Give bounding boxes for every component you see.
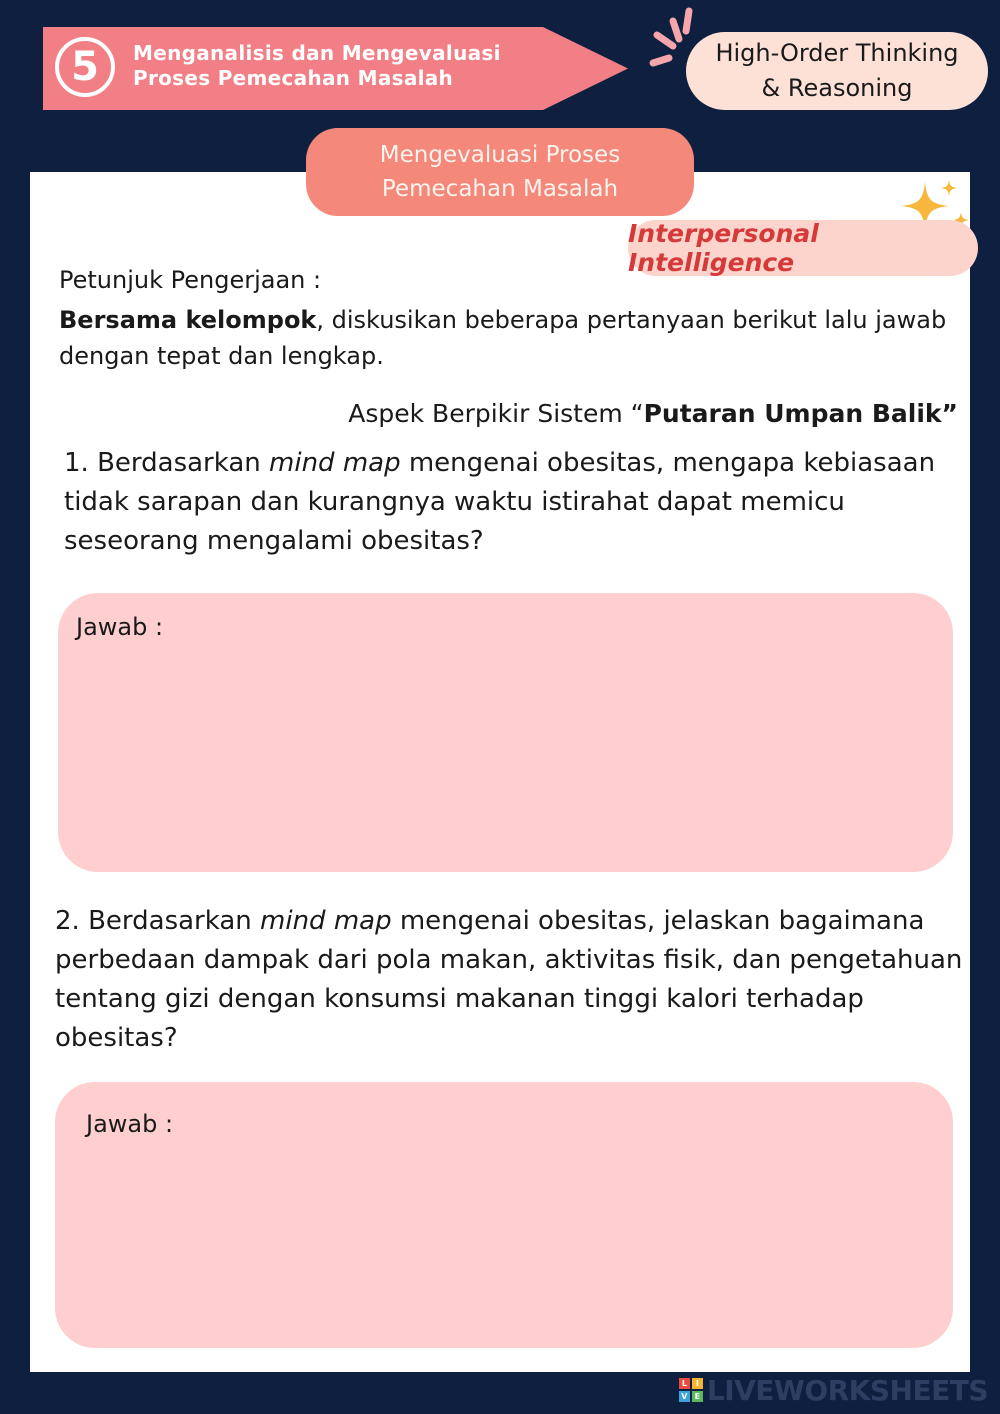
- subtitle-line1: Mengevaluasi Proses: [379, 142, 621, 168]
- question-1-italic: mind map: [269, 448, 401, 478]
- logo-grid-icon: [679, 1378, 703, 1402]
- liveworksheets-logo[interactable]: [679, 1374, 988, 1406]
- answer-label-2: Jawab :: [86, 1110, 174, 1138]
- question-2: [55, 902, 965, 1058]
- header-banner: [43, 27, 628, 110]
- step-number-badge: 5: [55, 37, 115, 97]
- logo-letter-l: L: [679, 1378, 690, 1389]
- aspect-prefix: Aspek Berpikir Sistem “: [348, 399, 644, 428]
- answer-input-1[interactable]: [80, 650, 934, 854]
- question-2-text-rest: mengenai obesitas, jelaskan bagaimana perbedaan dampak dari pola makan, aktivitas fisik, dan pengetahuan tentang gizi dengan konsumsi makanan tinggi kalori terhadap obesitas?: [55, 906, 963, 1053]
- hot-badge-line2: & Reasoning: [761, 74, 913, 102]
- subtitle-line2: Pemecahan Masalah: [381, 176, 619, 202]
- logo-letter-i: I: [692, 1378, 703, 1389]
- logo-letter-e: E: [692, 1391, 703, 1402]
- header-title: [133, 41, 533, 91]
- instructions-rest: , diskusikan beberapa pertanyaan berikut lalu jawab dengan tepat dan lengkap.: [59, 306, 947, 370]
- aspect-heading: [348, 396, 958, 432]
- header-title-line1: Menganalisis dan Mengevaluasi: [133, 41, 501, 65]
- instructions-bold: Bersama kelompok: [59, 306, 317, 334]
- hot-badge-line1: High-Order Thinking: [715, 39, 959, 67]
- question-2-text: 2. Berdasarkan: [55, 906, 261, 936]
- subtitle-pill: [306, 128, 694, 216]
- instructions-title: Petunjuk Pengerjaan :: [59, 266, 322, 294]
- answer-input-2[interactable]: [86, 1148, 935, 1332]
- question-2-italic: mind map: [260, 906, 392, 936]
- header-title-line2: Proses Pemecahan Masalah: [133, 66, 454, 90]
- question-1-text: 1. Berdasarkan: [64, 448, 270, 478]
- question-1-text-rest: mengenai obesitas, mengapa kebiasaan tidak sarapan dan kurangnya waktu istirahat dapat memicu seseorang mengalami obesitas?: [64, 448, 936, 556]
- aspect-bold: Putaran Umpan Balik”: [643, 399, 958, 428]
- intelligence-badge: Interpersonal Intelligence: [628, 220, 978, 276]
- logo-text: LIVEWORKSHEETS: [706, 1373, 988, 1407]
- instructions-body: [59, 302, 964, 374]
- question-1: [64, 444, 964, 561]
- hot-badge: [686, 32, 988, 110]
- logo-letter-v: V: [679, 1391, 690, 1402]
- answer-label-1: Jawab :: [76, 613, 164, 641]
